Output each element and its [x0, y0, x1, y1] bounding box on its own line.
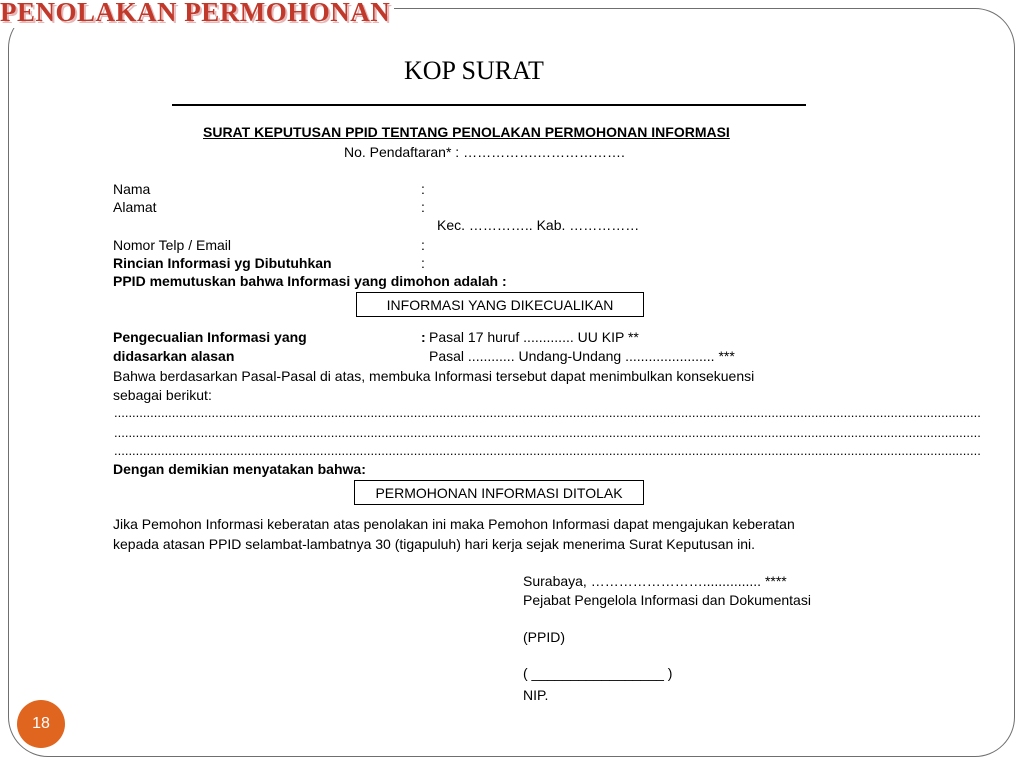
dotted-line: ................................................................................................................................................................................................................................................ — [114, 443, 981, 458]
alamat-label: Alamat — [113, 199, 157, 215]
slide-title: PENOLAKAN PERMOHONAN — [0, 0, 394, 28]
decision-intro: PPID memutuskan bahwa Informasi yang dimohon adalah : — [113, 273, 507, 289]
telp-colon: : — [421, 237, 425, 253]
signature-org: (PPID) — [523, 629, 565, 645]
signature-nip: NIP. — [523, 687, 549, 703]
page-number-badge: 18 — [17, 700, 65, 748]
signature-name-line: ( _________________ ) — [523, 665, 673, 681]
objection-line1: Jika Pemohon Informasi keberatan atas penolakan ini maka Pemohon Informasi dapat mengajukan keberatan — [113, 516, 795, 532]
exception-box: INFORMASI YANG DIKECUALIKAN — [356, 292, 644, 317]
letterhead-rule — [172, 104, 806, 106]
exception-label-line1: Pengecualian Informasi yang — [113, 329, 307, 345]
exception-label-line2: didasarkan alasan — [113, 348, 235, 364]
dotted-line: ................................................................................................................................................................................................................................................ — [114, 425, 981, 440]
dotted-line: ................................................................................................................................................................................................................................................ — [114, 405, 981, 420]
letterhead-placeholder: KOP SURAT — [404, 56, 544, 85]
kec-kab-line: Kec. ………….. Kab. …………… — [437, 217, 640, 233]
consequence-line1: Bahwa berdasarkan Pasal-Pasal di atas, membuka Informasi tersebut dapat menimbulkan konsekuensi — [113, 368, 755, 384]
alamat-colon: : — [421, 199, 425, 215]
exception-value-line1: Pasal 17 huruf ............. UU KIP ** — [429, 329, 639, 345]
exception-colon: : — [421, 329, 426, 345]
exception-value-line2: Pasal ............ Undang-Undang ....................... *** — [429, 348, 735, 364]
signature-place-date: Surabaya, ……………………............... **** — [523, 573, 787, 589]
rincian-label: Rincian Informasi yg Dibutuhkan — [113, 255, 332, 271]
registration-number: No. Pendaftaran* : …………….………………. — [344, 144, 625, 160]
rincian-colon: : — [421, 255, 425, 271]
consequence-line2: sebagai berikut: — [113, 387, 212, 403]
rejected-box: PERMOHONAN INFORMASI DITOLAK — [354, 480, 644, 505]
telp-label: Nomor Telp / Email — [113, 237, 232, 253]
signature-position: Pejabat Pengelola Informasi dan Dokumentasi — [523, 592, 811, 608]
nama-colon: : — [421, 181, 425, 197]
conclusion-text: Dengan demikian menyatakan bahwa: — [113, 461, 366, 477]
nama-label: Nama — [113, 181, 151, 197]
letter-heading: SURAT KEPUTUSAN PPID TENTANG PENOLAKAN PERMOHONAN INFORMASI — [203, 124, 730, 140]
objection-line2: kepada atasan PPID selambat-lambatnya 30 (tigapuluh) hari kerja sejak menerima Surat Keputusan ini. — [113, 536, 756, 552]
